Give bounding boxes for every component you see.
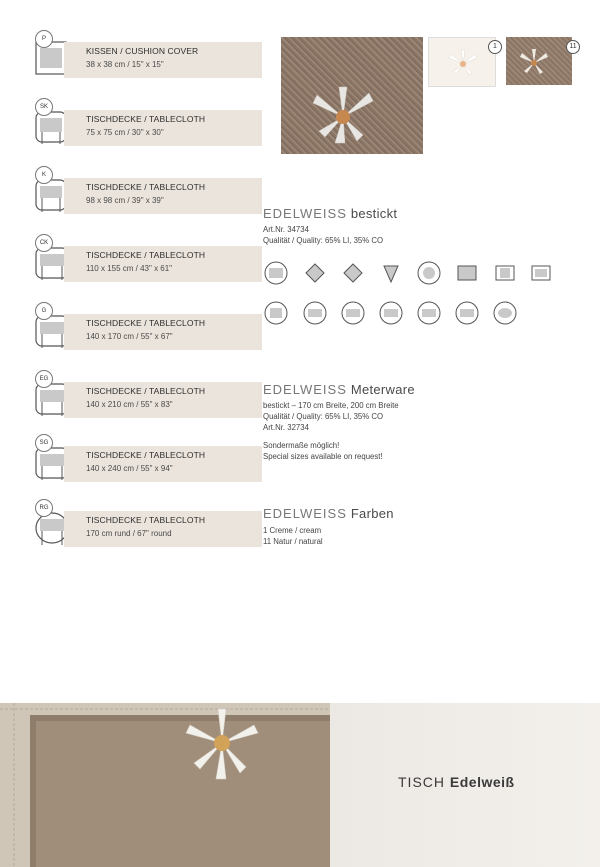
size-dimensions: 75 x 75 cm / 30" x 30" <box>86 128 164 137</box>
round-tablecloth-small-icon <box>492 300 518 326</box>
quality-info: Qualität / Quality: 65% LI, 35% CO <box>263 236 384 245</box>
color-option-natural: 11 Natur / natural <box>263 537 323 546</box>
size-dimensions: 140 x 240 cm / 55" x 94" <box>86 464 173 473</box>
section-title-variant: bestickt <box>350 206 398 221</box>
set-icon <box>263 260 289 286</box>
section-title-bestickt <box>263 206 397 221</box>
napkin-folded-icon <box>302 260 328 286</box>
article-number: Art.Nr. 34734 <box>263 225 309 234</box>
size-dimensions: 38 x 38 cm / 15" x 15" <box>86 60 164 69</box>
size-row-rg <box>30 505 240 551</box>
size-row-ck <box>30 240 240 286</box>
placemat-icon <box>416 260 442 286</box>
tablecloth-small-icon <box>454 300 480 326</box>
fabric-swatch-cream[interactable] <box>428 37 496 87</box>
napkin-small-icon <box>340 260 366 286</box>
cover-icon <box>528 260 554 286</box>
size-dimensions: 140 x 210 cm / 55" x 83" <box>86 400 173 409</box>
size-row-sg <box>30 440 240 486</box>
section-title-farben <box>263 506 394 521</box>
size-row-sk <box>30 104 240 150</box>
size-label: TISCHDECKE / TABLECLOTH <box>86 515 206 525</box>
tablecloth-small-icon <box>340 300 366 326</box>
size-row-p <box>30 36 240 82</box>
section-title-meterware <box>263 382 415 397</box>
size-dimensions: 140 x 170 cm / 55" x 67" <box>86 332 173 341</box>
size-code-badge: RG <box>35 499 53 517</box>
page-title-collection: Edelweiß <box>449 774 515 790</box>
page-title <box>398 774 515 790</box>
product-photo <box>0 703 330 867</box>
custom-sizes-en: Special sizes available on request! <box>263 452 383 461</box>
size-row-k <box>30 172 240 218</box>
edelweiss-embroidery-icon <box>506 37 572 85</box>
meterware-quality: Qualität / Quality: 65% LI, 35% CO <box>263 412 384 421</box>
tablecloth-small-icon <box>378 300 404 326</box>
size-code-badge: CK <box>35 234 53 252</box>
size-label: KISSEN / CUSHION COVER <box>86 46 199 56</box>
section-title-brand: EDELWEISS <box>263 382 347 397</box>
edelweiss-embroidery-icon <box>281 37 423 154</box>
edelweiss-embroidery-icon <box>429 38 495 86</box>
custom-sizes-de: Sondermaße möglich! <box>263 441 340 450</box>
tablecloth-small-icon <box>416 300 442 326</box>
size-dimensions: 110 x 155 cm / 43" x 61" <box>86 264 173 273</box>
section-title-brand: EDELWEISS <box>263 506 347 521</box>
section-title-variant: Farben <box>350 506 394 521</box>
size-label: TISCHDECKE / TABLECLOTH <box>86 114 206 124</box>
section-title-variant: Meterware <box>350 382 415 397</box>
cushion-small-icon <box>263 300 289 326</box>
size-dimensions: 98 x 98 cm / 39" x 39" <box>86 196 164 205</box>
edelweiss-tablecloth-photo-icon <box>0 703 330 867</box>
tray-icon <box>454 260 480 286</box>
section-title-brand: EDELWEISS <box>263 206 347 221</box>
size-label: TISCHDECKE / TABLECLOTH <box>86 182 206 192</box>
size-code-badge: EG <box>35 370 53 388</box>
size-code-badge: SG <box>35 434 53 452</box>
meterware-article: Art.Nr. 32734 <box>263 423 309 432</box>
size-code-badge: K <box>35 166 53 184</box>
meterware-width: bestickt – 170 cm Breite, 200 cm Breite <box>263 401 399 410</box>
page-title-category: TISCH <box>398 774 445 790</box>
size-code-badge: P <box>35 30 53 48</box>
size-code-badge: SK <box>35 98 53 116</box>
runner-icon <box>492 260 518 286</box>
size-label: TISCHDECKE / TABLECLOTH <box>86 450 206 460</box>
fabric-swatch-main <box>281 37 423 154</box>
size-code-badge: G <box>35 302 53 320</box>
size-row-g <box>30 308 240 354</box>
cone-napkin-icon <box>378 260 404 286</box>
color-option-cream: 1 Creme / cream <box>263 526 322 535</box>
fabric-swatch-natural[interactable] <box>506 37 572 85</box>
size-dimensions: 170 cm rund / 67" round <box>86 529 172 538</box>
color-badge-11: 11 <box>566 40 580 54</box>
size-label: TISCHDECKE / TABLECLOTH <box>86 318 206 328</box>
size-row-eg <box>30 376 240 422</box>
size-label: TISCHDECKE / TABLECLOTH <box>86 386 206 396</box>
size-label: TISCHDECKE / TABLECLOTH <box>86 250 206 260</box>
tablecloth-small-icon <box>302 300 328 326</box>
color-badge-1: 1 <box>488 40 502 54</box>
